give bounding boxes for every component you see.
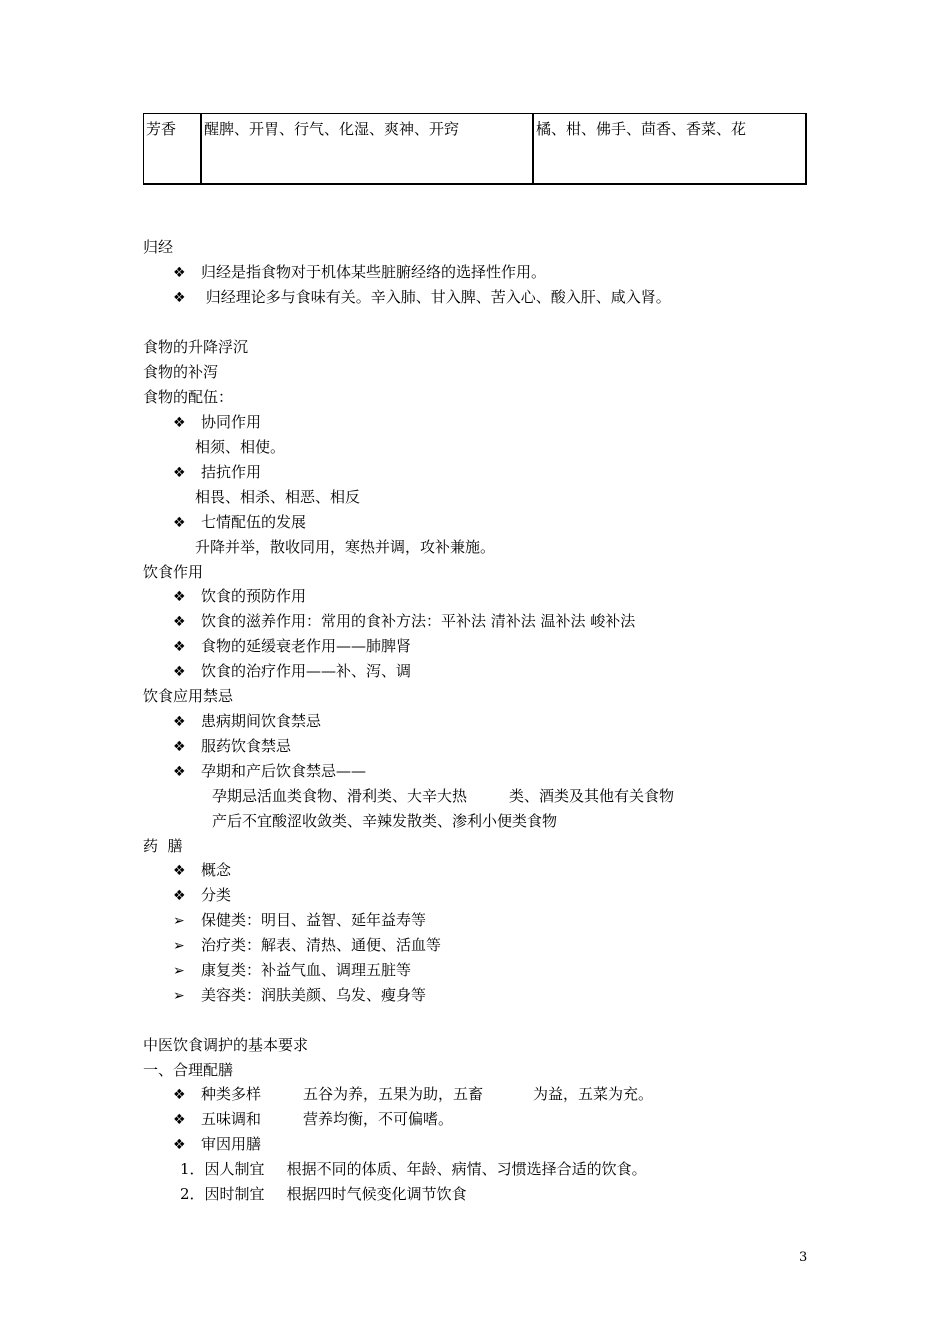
list-item: ➢ 治疗类：解表、清热、通便、活血等 [173, 936, 442, 954]
diamond-bullet-icon: ❖ [173, 1112, 186, 1128]
list-item-detail: 相畏、相杀、相恶、相反 [195, 488, 361, 506]
arrow-bullet-icon: ➢ [173, 913, 185, 929]
diamond-bullet-icon: ❖ [173, 664, 186, 680]
diamond-bullet-icon: ❖ [173, 863, 186, 879]
list-item: ➢ 美容类：润肤美颜、乌发、瘦身等 [173, 986, 427, 1004]
section-heading-zuoyong: 饮食作用 [143, 563, 204, 581]
section-heading-yaoshan: 药 膳 [143, 837, 183, 855]
section-heading-guijing: 归经 [143, 238, 174, 256]
list-item: ❖ 协同作用 [173, 413, 262, 431]
list-item-detail: 相须、相使。 [195, 438, 286, 456]
section-heading-yaoqiu: 中医饮食调护的基本要求 [143, 1036, 309, 1054]
section-heading-shengjiang: 食物的升降浮沉 [143, 338, 249, 356]
section-heading-buxie: 食物的补泻 [143, 363, 219, 381]
page-number: 3 [799, 1250, 808, 1265]
list-item: ➢ 康复类：补益气血、调理五脏等 [173, 961, 412, 979]
diamond-bullet-icon: ❖ [173, 265, 186, 281]
arrow-bullet-icon: ➢ [173, 938, 185, 954]
table-cell-effect: 醒脾、开胃、行气、化湿、爽神、开窍 [202, 114, 534, 183]
list-item: ❖ 饮食的滋养作用：常用的食补方法：平补法 清补法 温补法 峻补法 [173, 612, 636, 630]
diamond-bullet-icon: ❖ [173, 639, 186, 655]
list-item-detail: 孕期忌活血类食物、滑利类、大辛大热 类、酒类及其他有关食物 [212, 787, 675, 805]
list-item: ❖ 种类多样 五谷为养，五果为助，五畜 为益，五菜为充。 [173, 1085, 654, 1103]
section-heading-jinji: 饮食应用禁忌 [143, 687, 234, 705]
list-item: ❖ 患病期间饮食禁忌 [173, 712, 322, 730]
diamond-bullet-icon: ❖ [173, 465, 186, 481]
arrow-bullet-icon: ➢ [173, 988, 185, 1004]
diamond-bullet-icon: ❖ [173, 764, 186, 780]
diamond-bullet-icon: ❖ [173, 1087, 186, 1103]
list-item: ❖ 饮食的预防作用 [173, 587, 307, 605]
list-item-detail: 产后不宜酸涩收敛类、辛辣发散类、渗利小便类食物 [212, 812, 558, 830]
list-item: ❖ 孕期和产后饮食禁忌—— [173, 762, 367, 780]
list-item: ❖ 五味调和 营养均衡，不可偏嗜。 [173, 1110, 454, 1128]
list-item: ❖ 拮抗作用 [173, 463, 262, 481]
numbered-item: 1．因人制宜 根据不同的体质、年龄、病情、习惯选择合适的饮食。 [180, 1160, 647, 1178]
diamond-bullet-icon: ❖ [173, 739, 186, 755]
diamond-bullet-icon: ❖ [173, 1137, 186, 1153]
table-cell-foods: 橘、柑、佛手、茴香、香菜、花 [536, 120, 747, 138]
list-item-detail: 升降并举，散收同用，寒热并调，攻补兼施。 [195, 538, 496, 556]
list-item: ❖ 七情配伍的发展 [173, 513, 307, 531]
list-item: ❖ 饮食的治疗作用——补、泻、调 [173, 662, 412, 680]
table-cell-flavor: 芳香 [144, 114, 202, 183]
list-item: ❖ 服药饮食禁忌 [173, 737, 292, 755]
list-item: ❖ 分类 [173, 886, 232, 904]
list-item: ❖ 归经理论多与食味有关。辛入肺、甘入脾、苦入心、酸入肝、咸入肾。 [173, 288, 671, 306]
section-heading-peiwu: 食物的配伍： [143, 388, 234, 406]
diamond-bullet-icon: ❖ [173, 290, 186, 306]
property-table [143, 113, 807, 185]
list-item: ➢ 保健类：明目、益智、延年益寿等 [173, 911, 427, 929]
diamond-bullet-icon: ❖ [173, 714, 186, 730]
list-item: ❖ 审因用膳 [173, 1135, 262, 1153]
list-item: ❖ 归经是指食物对于机体某些脏腑经络的选择性作用。 [173, 263, 547, 281]
diamond-bullet-icon: ❖ [173, 589, 186, 605]
diamond-bullet-icon: ❖ [173, 888, 186, 904]
diamond-bullet-icon: ❖ [173, 614, 186, 630]
diamond-bullet-icon: ❖ [173, 415, 186, 431]
arrow-bullet-icon: ➢ [173, 963, 185, 979]
list-item: ❖ 食物的延缓衰老作用——肺脾肾 [173, 637, 412, 655]
subsection-heading: 一、合理配膳 [143, 1061, 234, 1079]
list-item: ❖ 概念 [173, 861, 232, 879]
diamond-bullet-icon: ❖ [173, 515, 186, 531]
numbered-item: 2．因时制宜 根据四时气候变化调节饮食 [180, 1185, 467, 1203]
